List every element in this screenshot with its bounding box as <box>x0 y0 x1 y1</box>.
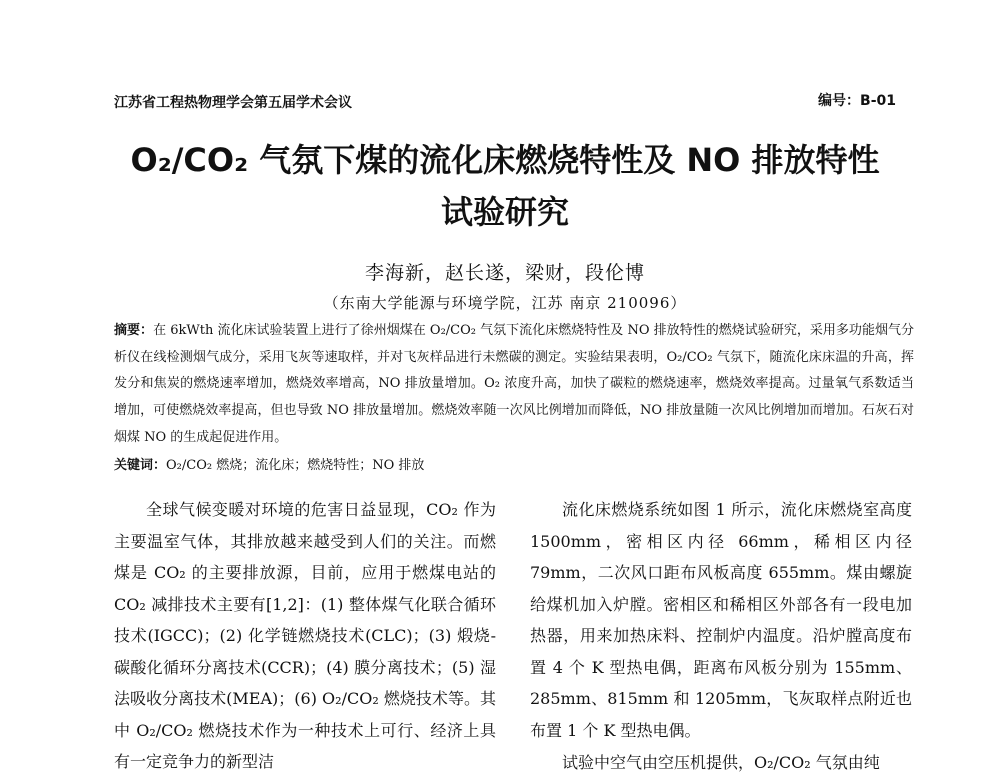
conference-header: 江苏省工程热物理学会第五届学术会议 <box>114 95 352 111</box>
body-left-column: 全球气候变暖对环境的危害日益显现，CO₂ 作为主要温室气体，其排放越来越受到人们的关注。而燃煤是 CO₂ 的主要排放源，目前，应用于燃煤电站的 CO₂ 减排技术主要有[1,2]：(1) 整体煤气化联合循环技术(IGCC)；(2) 化学链燃烧技术(CLC)；(3) 煅烧-碳酸化循环分离技术(CCR)；(4) 膜分离技术；(5) 湿法吸收分离技术(MEA)；(6) O₂/CO₂ 燃烧技术等。其中 O₂/CO₂ 燃烧技术作为一种技术上可行、经济上具有一定竞争力的新型洁 <box>114 500 496 771</box>
paper-title-line-2: 试验研究 <box>440 193 569 231</box>
authors: 李海新，赵长遂，梁财，段伦博 <box>364 262 645 284</box>
abstract-label: 摘要： <box>114 323 154 338</box>
affiliation: （东南大学能源与环境学院，江苏 南京 210096） <box>323 294 687 312</box>
abstract <box>114 318 914 452</box>
paper-title-line-1: O₂/CO₂ 气氛下煤的流化床燃烧特性及 NO 排放特性 <box>130 141 880 179</box>
paper-number: 编号：B-01 <box>818 93 896 109</box>
keywords-text: O₂/CO₂ 燃烧；流化床；燃烧特性；NO 排放 <box>166 458 425 473</box>
body-paragraph: 流化床燃烧系统如图 1 所示，流化床燃烧室高度 1500mm，密相区内径 66mm，稀相区内径 79mm，二次风口距布风板高度 655mm。煤由螺旋给煤机加入炉膛。密相区和稀相区外部各有一段电加热器，用来加热床料、控制炉内温度。沿炉膛高度布置 4 个 K 型热电偶，距离布风板分别为 155mm、285mm、815mm 和 1205mm，飞灰取样点附近也布置 1 个 K 型热电偶。 <box>530 500 912 740</box>
body-right-column <box>530 494 912 779</box>
keywords-label: 关键词： <box>114 458 167 473</box>
abstract-text: 在 6kWth 流化床试验装置上进行了徐州烟煤在 O₂/CO₂ 气氛下流化床燃烧特性及 NO 排放特性的燃烧试验研究，采用多功能烟气分析仪在线检测烟气成分，采用飞灰等速取样，并对飞灰样品进行未燃碳的测定。实验结果表明，O₂/CO₂ 气氛下，随流化床床温的升高，挥发分和焦炭的燃烧速率增加，燃烧效率增高，NO 排放量增加。O₂ 浓度升高，加快了碳粒的燃烧速率，燃烧效率提高。过量氧气系数适当增加，可使燃烧效率提高，但也导致 NO 排放量增加。燃烧效率随一次风比例增加而降低，NO 排放量随一次风比例增加而增加。石灰石对烟煤 NO 的生成起促进作用。 <box>114 323 914 445</box>
body-paragraph: 试验中空气由空压机提供，O₂/CO₂ 气氛由纯 <box>562 753 880 772</box>
keywords <box>114 454 914 473</box>
